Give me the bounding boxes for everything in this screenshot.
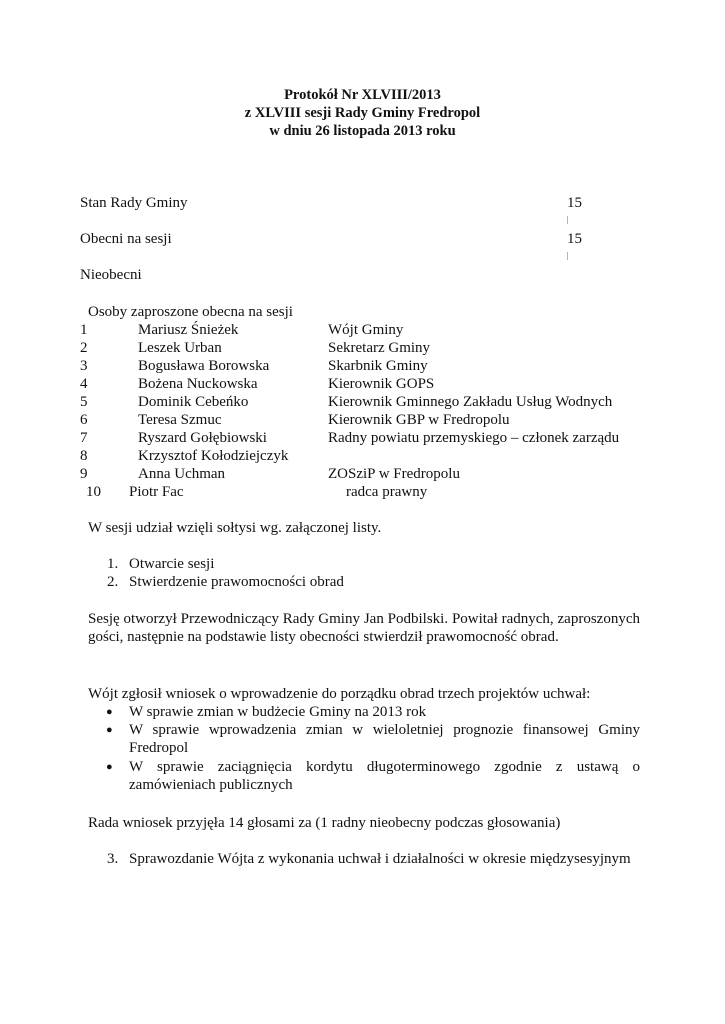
guests-heading: Osoby zaproszone obecna na sesji	[88, 304, 293, 320]
protocol-title: Protokół Nr XLVIII/2013	[284, 87, 441, 103]
guest-role: Kierownik GOPS	[328, 376, 435, 392]
stat-value-council: 15	[567, 195, 582, 211]
guest-name: Bogusława Borowska	[138, 358, 270, 374]
guest-name: Piotr Fac	[129, 484, 184, 500]
session-subtitle: z XLVIII sesji Rady Gminy Fredropol	[244, 105, 481, 121]
margin-tick-mark: |	[567, 215, 569, 224]
guest-name: Bożena Nuckowska	[138, 376, 258, 392]
motion-intro: Wójt zgłosił wniosek o wprowadzenie do porządku obrad trzech projektów uchwał:	[88, 686, 591, 702]
soltysi-note: W sesji udział wzięli sołtysi wg. załączonej listy.	[88, 520, 382, 536]
motion-item: W sprawie wprowadzenia zmian w wieloletniej prognozie finansowej Gminy Fredropol	[129, 722, 640, 756]
stat-value-present: 15	[567, 231, 582, 247]
stat-label-present: Obecni na sesji	[80, 231, 172, 247]
bullet-icon: ●	[106, 724, 113, 736]
guest-number: 9	[80, 466, 88, 482]
agenda-item: Otwarcie sesji	[129, 556, 215, 572]
vote-result: Rada wniosek przyjęła 14 głosami za (1 radny nieobecny podczas głosowania)	[88, 815, 561, 831]
agenda-item: Stwierdzenie prawomocności obrad	[129, 574, 344, 590]
agenda-item: Sprawozdanie Wójta z wykonania uchwał i działalności w okresie międzysesyjnym	[129, 851, 631, 867]
guest-number: 10	[86, 484, 101, 500]
bullet-icon: ●	[106, 761, 113, 773]
bullet-icon: ●	[106, 706, 113, 718]
guest-role: Radny powiatu przemyskiego – członek zarządu	[328, 430, 620, 446]
guest-role: radca prawny	[346, 484, 428, 500]
guest-name: Leszek Urban	[138, 340, 222, 356]
guest-name: Mariusz Śnieżek	[138, 322, 239, 338]
guest-number: 6	[80, 412, 88, 428]
guest-name: Dominik Cebeńko	[138, 394, 249, 410]
guest-role: Skarbnik Gminy	[328, 358, 428, 374]
opening-paragraph: Sesję otworzył Przewodniczący Rady Gminy Jan Podbilski. Powitał radnych, zaproszonych gości, następnie na podstawie listy obecności stwierdził prawomocność obrad.	[88, 611, 640, 645]
guest-name: Krzysztof Kołodziejczyk	[138, 448, 289, 464]
agenda-number: 2.	[107, 574, 119, 590]
guest-number: 4	[80, 376, 88, 392]
guest-role: ZOSziP w Fredropolu	[328, 466, 460, 482]
guest-role: Kierownik Gminnego Zakładu Usług Wodnych	[328, 394, 613, 410]
stat-label-council: Stan Rady Gminy	[80, 195, 188, 211]
stat-label-absent: Nieobecni	[80, 267, 142, 283]
guest-number: 8	[80, 448, 88, 464]
motion-item: W sprawie zaciągnięcia kordytu długoterminowego zgodnie z ustawą o zamówieniach publicznych	[129, 759, 640, 793]
guest-number: 3	[80, 358, 88, 374]
agenda-number: 3.	[107, 851, 119, 867]
guest-role: Sekretarz Gminy	[328, 340, 431, 356]
guest-number: 2	[80, 340, 88, 356]
guest-number: 5	[80, 394, 88, 410]
guest-number: 7	[80, 430, 88, 446]
session-date: w dniu 26 listopada 2013 roku	[269, 123, 456, 139]
guest-name: Ryszard Gołębiowski	[138, 430, 267, 446]
motion-item: W sprawie zmian w budżecie Gminy na 2013 rok	[129, 704, 427, 720]
guest-role: Wójt Gminy	[328, 322, 404, 338]
guest-role: Kierownik GBP w Fredropolu	[328, 412, 510, 428]
guest-name: Teresa Szmuc	[138, 412, 222, 428]
margin-tick-mark: |	[567, 251, 569, 260]
agenda-number: 1.	[107, 556, 119, 572]
guest-name: Anna Uchman	[138, 466, 226, 482]
guest-number: 1	[80, 322, 88, 338]
